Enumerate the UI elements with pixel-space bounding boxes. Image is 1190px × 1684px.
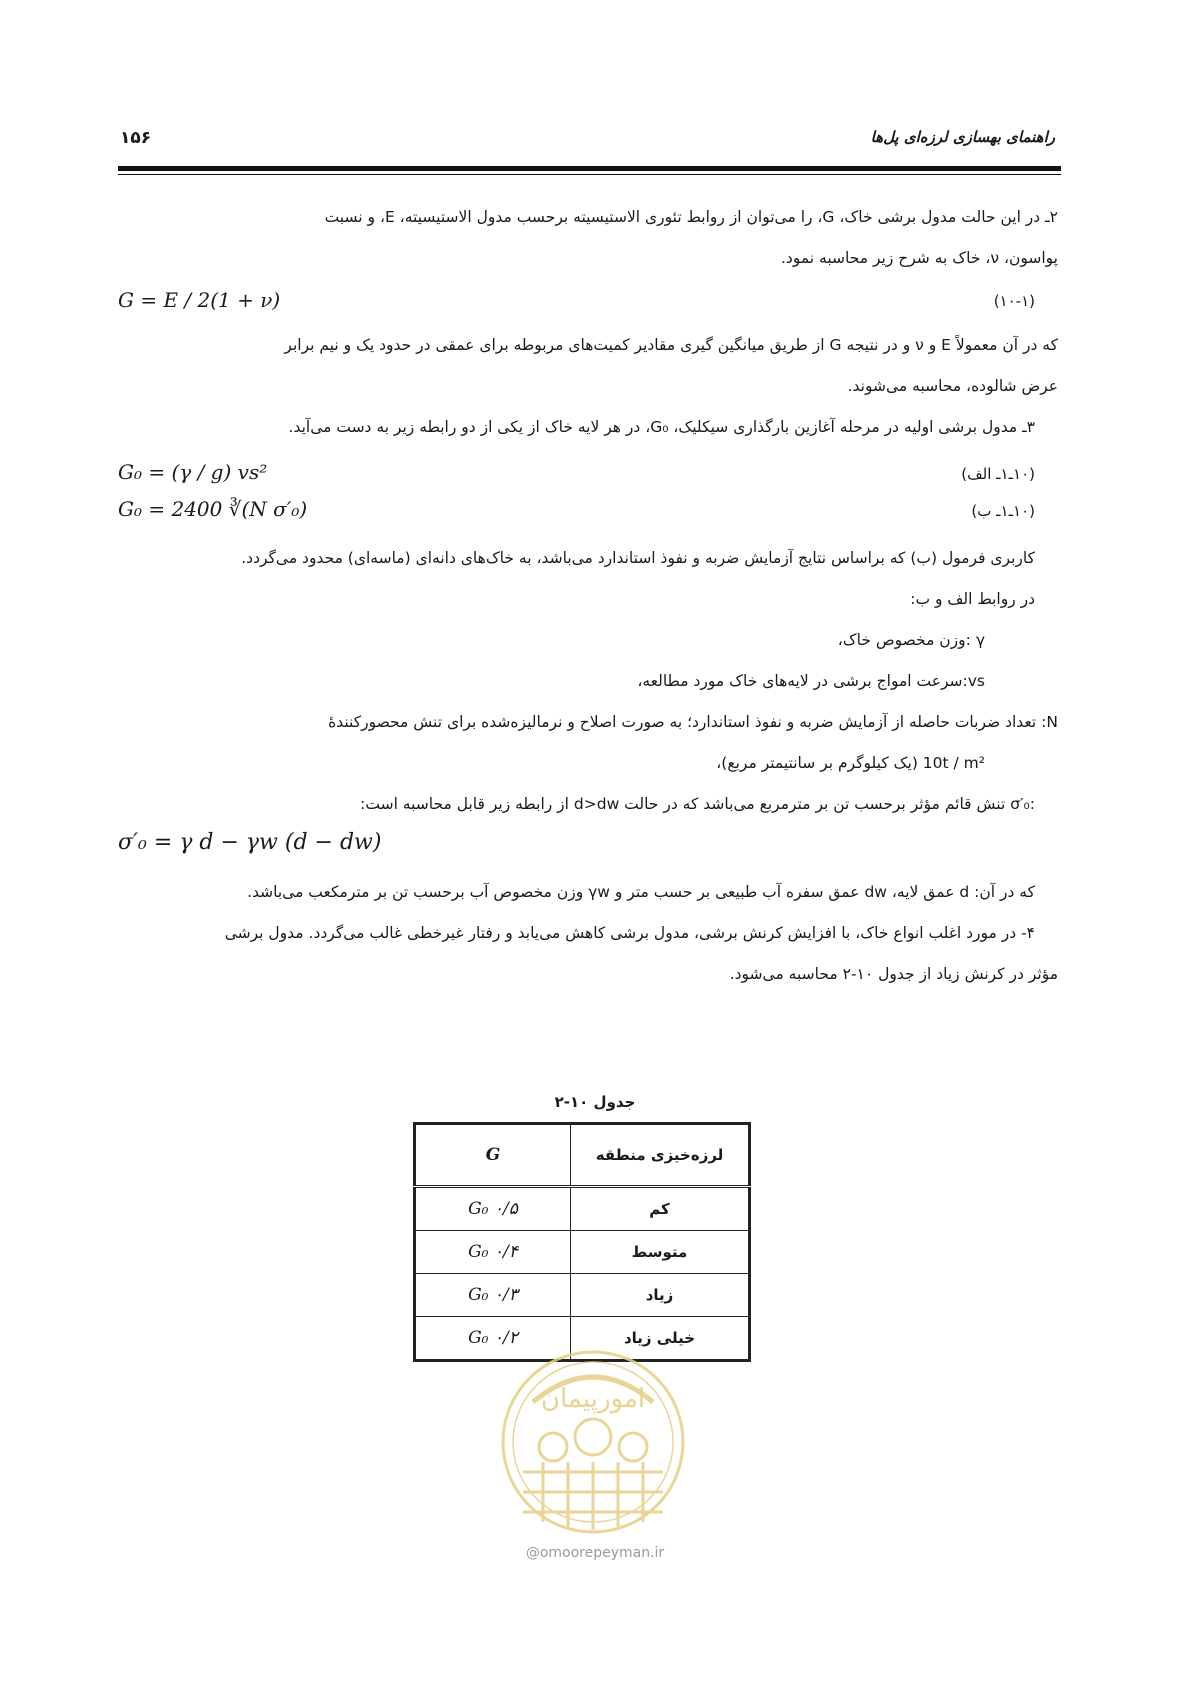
header-rule-thick bbox=[118, 166, 1061, 171]
equation-2: G₀ = (γ / g) vs² bbox=[118, 460, 268, 484]
equation-1-number: (۱۰-۱) bbox=[993, 292, 1035, 310]
table-cell-seismicity: زیاد bbox=[571, 1274, 750, 1317]
paragraph-2b-line-2: عرض شالوده، محاسبه می‌شوند. bbox=[847, 377, 1058, 395]
table-cell-G: ۰/۲ G₀ bbox=[415, 1317, 571, 1361]
equation-3: G₀ = 2400 ∛(N σ′₀) bbox=[118, 497, 308, 521]
table-row bbox=[415, 1274, 750, 1317]
table-caption: جدول ۱۰-۲ bbox=[554, 1093, 636, 1111]
equation-2-number: (۱۰ـ۱ـ الف) bbox=[961, 465, 1035, 483]
table-cell-seismicity: کم bbox=[571, 1187, 750, 1231]
watermark-text: امورپیمان bbox=[540, 1384, 646, 1414]
equation-4: σ′₀ = γ d − γw (d − dw) bbox=[118, 830, 382, 855]
header-rule-thin bbox=[118, 174, 1061, 175]
paragraph-2-line-2: پواسون، ν، خاک به شرح زیر محاسبه نمود. bbox=[781, 249, 1058, 267]
watermark-url: @omoorepeyman.ir bbox=[525, 1545, 665, 1561]
paragraph-7-line-2: مؤثر در کرنش زیاد از جدول ۱۰-۲ محاسبه می‌شود. bbox=[729, 965, 1058, 983]
paragraph-6: که در آن: d عمق لایه، dw عمق سفره آب طبیعی بر حسب متر و γw وزن مخصوص آب برحسب تن بر مترمکعب می‌باشد. bbox=[247, 883, 1035, 901]
seismicity-table bbox=[413, 1122, 751, 1362]
paragraph-4: کاربری فرمول (ب) که براساس نتایج آزمایش ضربه و نفوذ استاندارد می‌باشد، به خاک‌های دانه‌ای (ماسه‌ای) محدود می‌گردد. bbox=[241, 549, 1035, 567]
table-cell-G: ۰/۴ G₀ bbox=[415, 1231, 571, 1274]
definition-N-line-1: N: تعداد ضربات حاصله از آزمایش ضربه و نفوذ استاندارد؛ به صورت اصلاح و نرمالیزه‌شده برای تنش محصورکنندهٔ bbox=[328, 713, 1058, 731]
definition-gamma: γ :وزن مخصوص خاک، bbox=[837, 631, 985, 649]
equation-1: G = E / 2(1 + ν) bbox=[118, 288, 281, 312]
page-number: ۱۵۶ bbox=[120, 128, 152, 148]
definition-vs: vs:سرعت امواج برشی در لایه‌های خاک مورد مطالعه، bbox=[637, 672, 985, 690]
paragraph-7-line-1: ۴- در مورد اغلب انواع خاک، با افزایش کرنش برشی، مدول برشی کاهش می‌یابد و رفتار غیرخطی غالب می‌گردد. مدول برشی bbox=[224, 924, 1035, 942]
running-header-title: راهنمای بهسازی لرزه‌ای پل‌ها bbox=[870, 128, 1055, 146]
table-header-seismicity: لرزه‌خیزی منطقه bbox=[571, 1124, 750, 1187]
table-cell-seismicity: متوسط bbox=[571, 1231, 750, 1274]
paragraph-3: ۳ـ مدول برشی اولیه در مرحله آغازین بارگذاری سیکلیک، G₀، در هر لایه خاک از یکی از دو رابطه زیر به دست می‌آید. bbox=[288, 418, 1035, 436]
paragraph-5: در روابط الف و ب: bbox=[910, 590, 1035, 608]
table-row bbox=[415, 1231, 750, 1274]
definition-sigma: :σ′₀ تنش قائم مؤثر برحسب تن بر مترمربع می‌باشد که در حالت d>dw از رابطه زیر قابل محاسبه است: bbox=[360, 795, 1035, 813]
equation-3-number: (۱۰ـ۱ـ ب) bbox=[971, 502, 1035, 520]
paragraph-2b-line-1: که در آن معمولاً E و ν و در نتیجه G از طریق میانگین گیری مقادیر کمیت‌های مربوطه برای عمقی در حدود یک و نیم برابر bbox=[284, 336, 1058, 354]
table-cell-seismicity: خیلی زیاد bbox=[571, 1317, 750, 1361]
paragraph-2-line-1: ۲ـ در این حالت مدول برشی خاک، G، را می‌توان از روابط تئوری الاستیسیته برحسب مدول الاستیسیته، E، و نسبت bbox=[324, 208, 1058, 226]
table-cell-G: ۰/۳ G₀ bbox=[415, 1274, 571, 1317]
table-header-G: G bbox=[415, 1124, 571, 1187]
definition-N-line-2: 10t / m² (یک کیلوگرم بر سانتیمتر مربع)، bbox=[716, 754, 985, 772]
table-cell-G: ۰/۵ G₀ bbox=[415, 1187, 571, 1231]
watermark-logo bbox=[493, 1342, 693, 1542]
table-header-row bbox=[415, 1124, 750, 1187]
table-row bbox=[415, 1187, 750, 1231]
